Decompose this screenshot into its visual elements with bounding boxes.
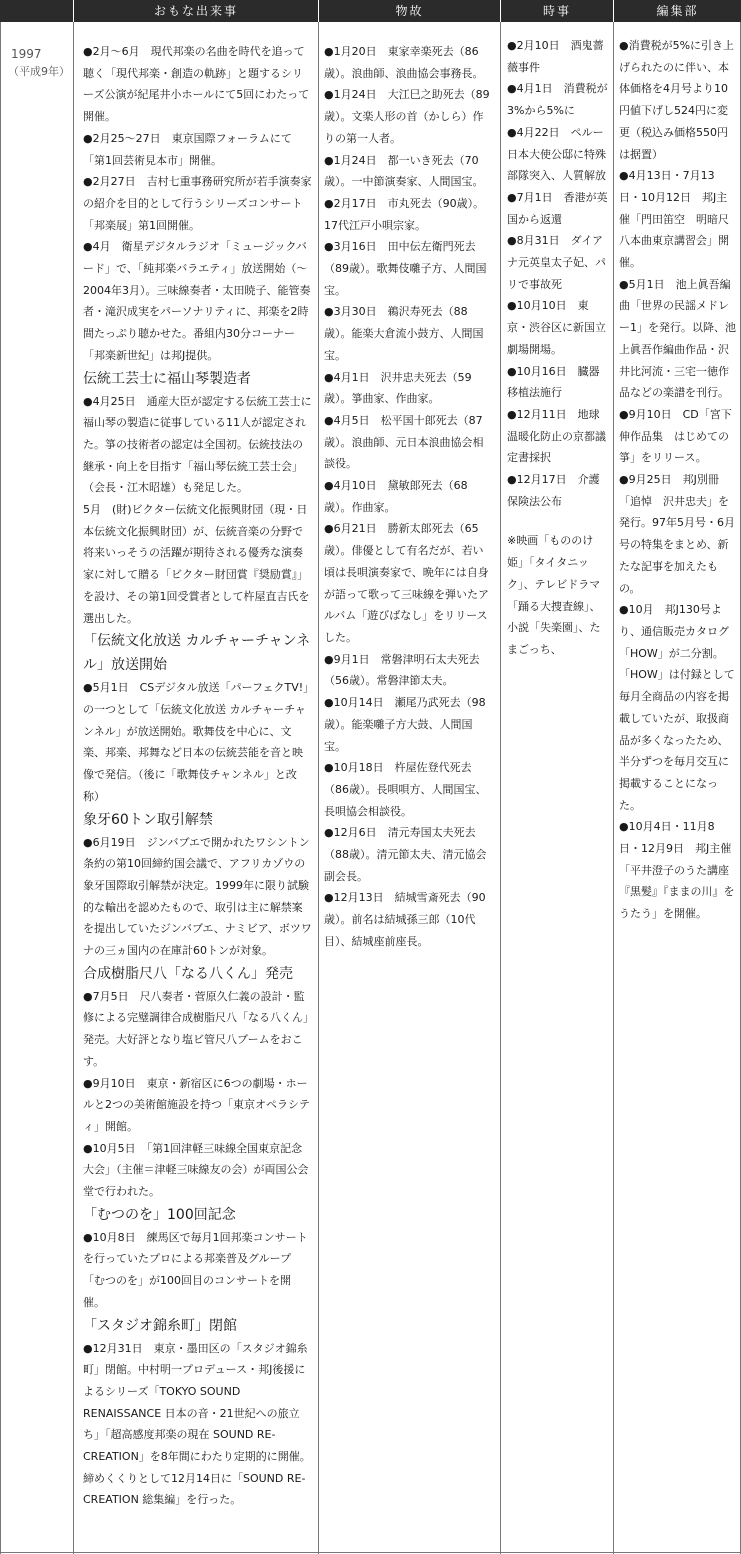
obituary-entry: ●12月13日 結城雪斎死去（90歳）。前名は結城孫三郎（10代目）、結城座前座長。 bbox=[324, 891, 486, 948]
obituary-entry: ●4月1日 沢井忠夫死去（59歳）。箏曲家、作曲家。 bbox=[324, 370, 472, 406]
news-entry: ※映画「もののけ姫」「タイタニック」、テレビドラマ「踊る大捜査線」、小説「失楽園」、たまごっち、 bbox=[507, 534, 601, 656]
editorial-column bbox=[614, 22, 741, 1554]
obituary-entry: ●4月5日 松平国十郎死去（87歳）。浪曲師、元日本浪曲協会相談役。 bbox=[324, 413, 484, 471]
editorial-entry: ●9月25日 邦J別冊「追悼 沢井忠夫」を発行。97年5月号・6月号の特集をまとめ、新たな記事を加えたもの。 bbox=[619, 473, 735, 595]
header-obituaries: 物故 bbox=[319, 0, 501, 22]
main-events-column bbox=[74, 22, 319, 1554]
event-entry: ●10月5日 「第1回津軽三味線全国東京記念大会」（主催＝津軽三味線友の会）が両国公会堂で行われた。 bbox=[83, 1141, 309, 1199]
obituary-entry: ●1月24日 大江巳之助死去（89歳）。文楽人形の首（かしら）作りの第一人者。 bbox=[324, 88, 490, 145]
news-entry: ●8月31日 ダイアナ元英皇太子妃、パリで事故死 bbox=[507, 234, 606, 291]
section-heading: 「スタジオ錦糸町」閉館 bbox=[83, 1317, 237, 1334]
news-entry: ●10月16日 臓器移植法施行 bbox=[507, 364, 600, 400]
obituary-entry: ●9月1日 常磐津明石太夫死去（56歳）。常磐津節太夫。 bbox=[324, 652, 480, 688]
section-heading: 「むつのを」100回記念 bbox=[83, 1206, 236, 1223]
current-affairs-column bbox=[501, 22, 614, 1554]
header-year-blank bbox=[0, 0, 74, 22]
obituaries-column bbox=[319, 22, 501, 1554]
obituary-entry: ●2月17日 市丸死去（90歳）。17代江戸小唄宗家。 bbox=[324, 196, 485, 232]
editorial-entry: ●10月4日・11月8日・12月9日 邦J主催「平井澄子のうた講座『黒髪』『ままの川』をうたう」を開催。 bbox=[619, 820, 735, 921]
event-entry: 5月 (財)ビクター伝統文化振興財団（現・日本伝統文化振興財団）が、伝統音楽の分野で将来いっそうの活躍が期待される優秀な演奏家に対して贈る「ビクター財団賞『奨励賞』」を設け、その第1回受賞者として杵屋直吉氏を選出した。 bbox=[83, 503, 310, 625]
event-entry: ●2月～6月 現代邦楽の名曲を時代を追って聴く「現代邦楽・創造の軌跡」と題するシリーズ公演が紀尾井小ホールにて5回にわたって開催。 bbox=[83, 45, 310, 124]
header-current-affairs: 時事 bbox=[501, 0, 614, 22]
spacer bbox=[507, 512, 609, 530]
section-heading: 伝統工芸士に福山琴製造者 bbox=[83, 370, 251, 387]
news-entry: ●4月1日 消費税が3%から5%に bbox=[507, 82, 608, 118]
news-entry: ●12月17日 介護保険法公布 bbox=[507, 473, 600, 508]
obituary-entry: ●12月6日 清元寿国太夫死去（88歳）。清元節太夫、清元協会副会長。 bbox=[324, 826, 487, 883]
year-column bbox=[0, 22, 74, 1554]
bottom-rule bbox=[0, 1552, 741, 1553]
event-entry: ●2月25～27日 東京国際フォーラムにて「第1回芸術見本市」開催。 bbox=[83, 131, 292, 167]
event-entry: ●10月8日 練馬区で毎月1回邦楽コンサートを行っていたプロによる邦楽普及グループ「むつのを」が100回目のコンサートを開催。 bbox=[83, 1230, 308, 1309]
obituary-entry: ●1月24日 都一いき死去（70歳）。一中節演奏家、人間国宝。 bbox=[324, 153, 484, 189]
news-entry: ●7月1日 香港が英国から返還 bbox=[507, 190, 608, 226]
editorial-entry: ●10月 邦J130号より、通信販売カタログ「HOW」が二分割。「HOW」は付録として毎月全商品の内容を掲載していたが、取扱商品が多くなったため、半分ずつを毎月交互に掲載することになった。 bbox=[619, 603, 735, 812]
obituary-entry: ●1月20日 東家幸楽死去（86歳）。浪曲師、浪曲協会事務長。 bbox=[324, 45, 484, 80]
editorial-entry: ●4月13日・7月13日・10月12日 邦J主催「門田笛空 明暗尺八本曲東京講習会」開催。 bbox=[619, 169, 729, 270]
obituary-entry: ●4月10日 黛敏郎死去（68歳）。作曲家。 bbox=[324, 479, 468, 514]
section-heading: 「伝統文化放送 カルチャーチャンネル」放送開始 bbox=[83, 633, 311, 674]
editorial-entry: ●9月10日 CD「宮下伸作品集 はじめての箏」をリリース。 bbox=[619, 407, 732, 465]
event-entry: ●2月27日 吉村七重事務研究所が若手演奏家の紹介を目的として行うシリーズコンサート「邦楽展」第1回開催。 bbox=[83, 175, 312, 232]
news-entry: ●4月22日 ペルー日本大使公邸に特殊部隊突入、人質解放 bbox=[507, 125, 606, 183]
news-entry: ●10月10日 東京・渋谷区に新国立劇場開場。 bbox=[507, 299, 606, 356]
event-entry: ●7月5日 尺八奏者・菅原久仁義の設計・監修による完璧調律合成樹脂尺八「なる八くん」発売。大好評となり塩ビ管尺八ブームをおこす。 bbox=[83, 989, 309, 1068]
obituary-entry: ●10月18日 杵屋佐登代死去（86歳）。長唄唄方、人間国宝、長唄協会相談役。 bbox=[324, 761, 487, 818]
event-entry: ●5月1日 CSデジタル放送「パーフェクTV!」の一つとして「伝統文化放送 カルチャーチャンネル」が放送開始。歌舞伎を中心に、文楽、邦楽、邦舞など日本の伝統芸能を音と映像で発信。（後に「歌舞伎チャンネル」と改称） bbox=[83, 681, 309, 803]
obituary-entry: ●3月30日 鵜沢寿死去（88歳）。能楽大倉流小鼓方、人間国宝。 bbox=[324, 305, 484, 362]
event-entry: ●4月25日 通産大臣が認定する伝統工芸士に福山琴の製造に従事している11人が認定された。箏の技術者の認定は全国初。伝統技法の継承・向上を目指す「福山琴伝統工芸士会」（会長・江木昭雄）も発足した。 bbox=[83, 394, 312, 495]
event-entry: ●12月31日 東京・墨田区の「スタジオ錦糸町」閉館。中村明一プロデュース・邦J後援によるシリーズ「TOKYO SOUND RENAISSANCE 日本の音・21世紀への旅立ち」「超高感度邦楽の現在 SOUND RE-CREATION」を8年間にわたり定期的に開催。締めくくりとして12月14日に「SOUND RE-CREATION 総集編」を行った。 bbox=[83, 1341, 311, 1507]
year-value: 1997 bbox=[11, 47, 42, 61]
section-heading: 合成樹脂尺八「なる八くん」発売 bbox=[83, 965, 293, 982]
section-heading: 象牙60トン取引解禁 bbox=[83, 811, 213, 828]
header-editorial: 編集部 bbox=[614, 0, 741, 22]
news-entry: ●12月11日 地球温暖化防止の京都議定書採択 bbox=[507, 407, 606, 465]
obituary-entry: ●6月21日 勝新太郎死去（65歳）。俳優として有名だが、若い頃は長唄演奏家で、晩年には自身が語って歌って三味線を弾いたアルバム「遊びばなし」をリリースした。 bbox=[324, 522, 489, 644]
event-entry: ●4月 衛星デジタルラジオ「ミュージックバード」で、「純邦楽バラエティ」放送開始（～2004年3月）。三味線奏者・太田暁子、能管奏者・滝沢成実をパーソナリティに、邦楽を2時間たっぷり聴かせた。番組内30分コーナー「邦楽新世紀」は邦J提供。 bbox=[83, 240, 311, 362]
event-entry: ●6月19日 ジンバブエで開かれたワシントン条約の第10回締約国会議で、アフリカゾウの象牙国際取引解禁が決定。1999年に限り試験的な輸出を認めたもので、取引は主に解禁案を提出していたジンバブエ、ナミビア、ボツワナの三ヵ国内の在庫計60トンが対象。 bbox=[83, 835, 312, 958]
editorial-entry: ●消費税が5%に引き上げられたのに伴い、本体価格を4月号より10円値下げし524円に変更（税込み価格550円は据置） bbox=[619, 39, 735, 161]
obituary-entry: ●3月16日 田中伝左衛門死去（89歳）。歌舞伎囃子方、人間国宝。 bbox=[324, 240, 487, 297]
header-main-events: おもな出来事 bbox=[74, 0, 319, 22]
era-name: （平成9年） bbox=[8, 65, 70, 78]
event-entry: ●9月10日 東京・新宿区に6つの劇場・ホールと2つの美術館施設を持つ「東京オペラシティ」開館。 bbox=[83, 1076, 310, 1133]
obituary-entry: ●10月14日 瀬尾乃武死去（98歳）。能楽囃子方大鼓、人間国宝。 bbox=[324, 696, 486, 753]
editorial-entry: ●5月1日 池上眞吾編曲「世界の民謡メドレー1」を発行。以降、池上眞吾作編曲作品・沢井比河流・三宅一徳作品などの楽譜を刊行。 bbox=[619, 277, 736, 400]
news-entry: ●2月10日 酒鬼薔薇事件 bbox=[507, 39, 604, 74]
